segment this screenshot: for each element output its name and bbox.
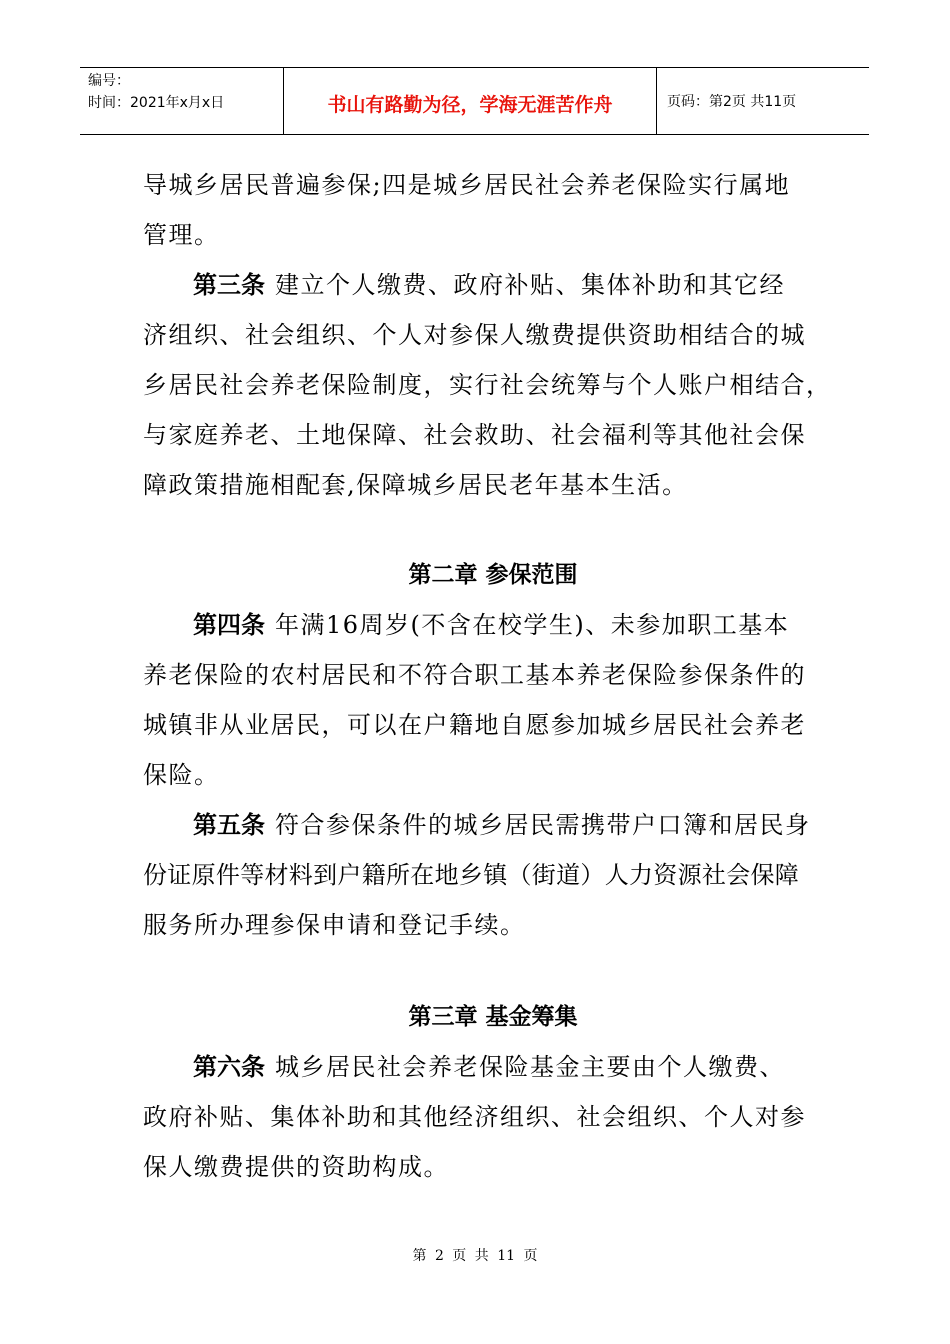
text-line: 建立个人缴费、政府补贴、集体补助和其它经 [275, 271, 785, 299]
text-line: 乡居民社会养老保险制度，实行社会统筹与个人账户相结合， [143, 371, 832, 399]
article-label: 第六条 [193, 1053, 265, 1081]
header-motto-cell [283, 68, 657, 134]
page-header [80, 67, 869, 135]
text-line: 年满16周岁(不含在校学生)、未参加职工基本 [275, 611, 790, 639]
text-line: 政府补贴、集体补助和其他经济组织、社会组织、个人对参 [143, 1103, 806, 1131]
text-line: 城乡居民社会养老保险基金主要由个人缴费、 [275, 1053, 785, 1081]
chapter-heading: 第三章 基金筹集 [408, 1004, 578, 1030]
article-label: 第三条 [193, 271, 265, 299]
text-line: 城镇非从业居民，可以在户籍地自愿参加城乡居民社会养老 [143, 711, 806, 739]
text-line: 管理。 [143, 221, 220, 249]
article-6 [143, 1042, 843, 1192]
text-line: 符合参保条件的城乡居民需携带户口簿和居民身 [275, 811, 811, 839]
article-5 [143, 800, 843, 950]
document-body [143, 160, 843, 1192]
header-motto: 书山有路勤为径，学海无涯苦作舟 [327, 93, 613, 116]
footer-page-number: 第 2 页 共 11 页 [412, 1248, 538, 1264]
text-line: 份证原件等材料到户籍所在地乡镇（街道）人力资源社会保障 [143, 861, 800, 889]
header-page-cell [657, 68, 869, 134]
chapter-heading: 第二章 参保范围 [408, 562, 578, 588]
text-line: 保险。 [143, 761, 220, 789]
article-label: 第四条 [193, 611, 265, 639]
header-left-cell [80, 68, 283, 134]
text-line: 养老保险的农村居民和不符合职工基本养老保险参保条件的 [143, 661, 806, 689]
paragraph-continuation [143, 160, 843, 260]
document-time-label: 时间：2021年x月x日 [88, 95, 225, 111]
text-line: 服务所办理参保申请和登记手续。 [143, 911, 526, 939]
text-line: 济组织、社会组织、个人对参保人缴费提供资助相结合的城 [143, 321, 806, 349]
text-line: 与家庭养老、土地保障、社会救助、社会福利等其他社会保 [143, 421, 806, 449]
header-page-info: 页码：第2页 共11页 [667, 94, 797, 110]
page-footer [0, 1245, 950, 1265]
text-line: 保人缴费提供的资助构成。 [143, 1153, 449, 1181]
article-label: 第五条 [193, 811, 265, 839]
article-3 [143, 260, 843, 510]
article-4 [143, 600, 843, 800]
text-line: 导城乡居民普遍参保;四是城乡居民社会养老保险实行属地 [143, 171, 791, 199]
document-number-label: 编号： [88, 73, 130, 89]
text-line: 障政策措施相配套,保障城乡居民老年基本生活。 [143, 471, 688, 499]
